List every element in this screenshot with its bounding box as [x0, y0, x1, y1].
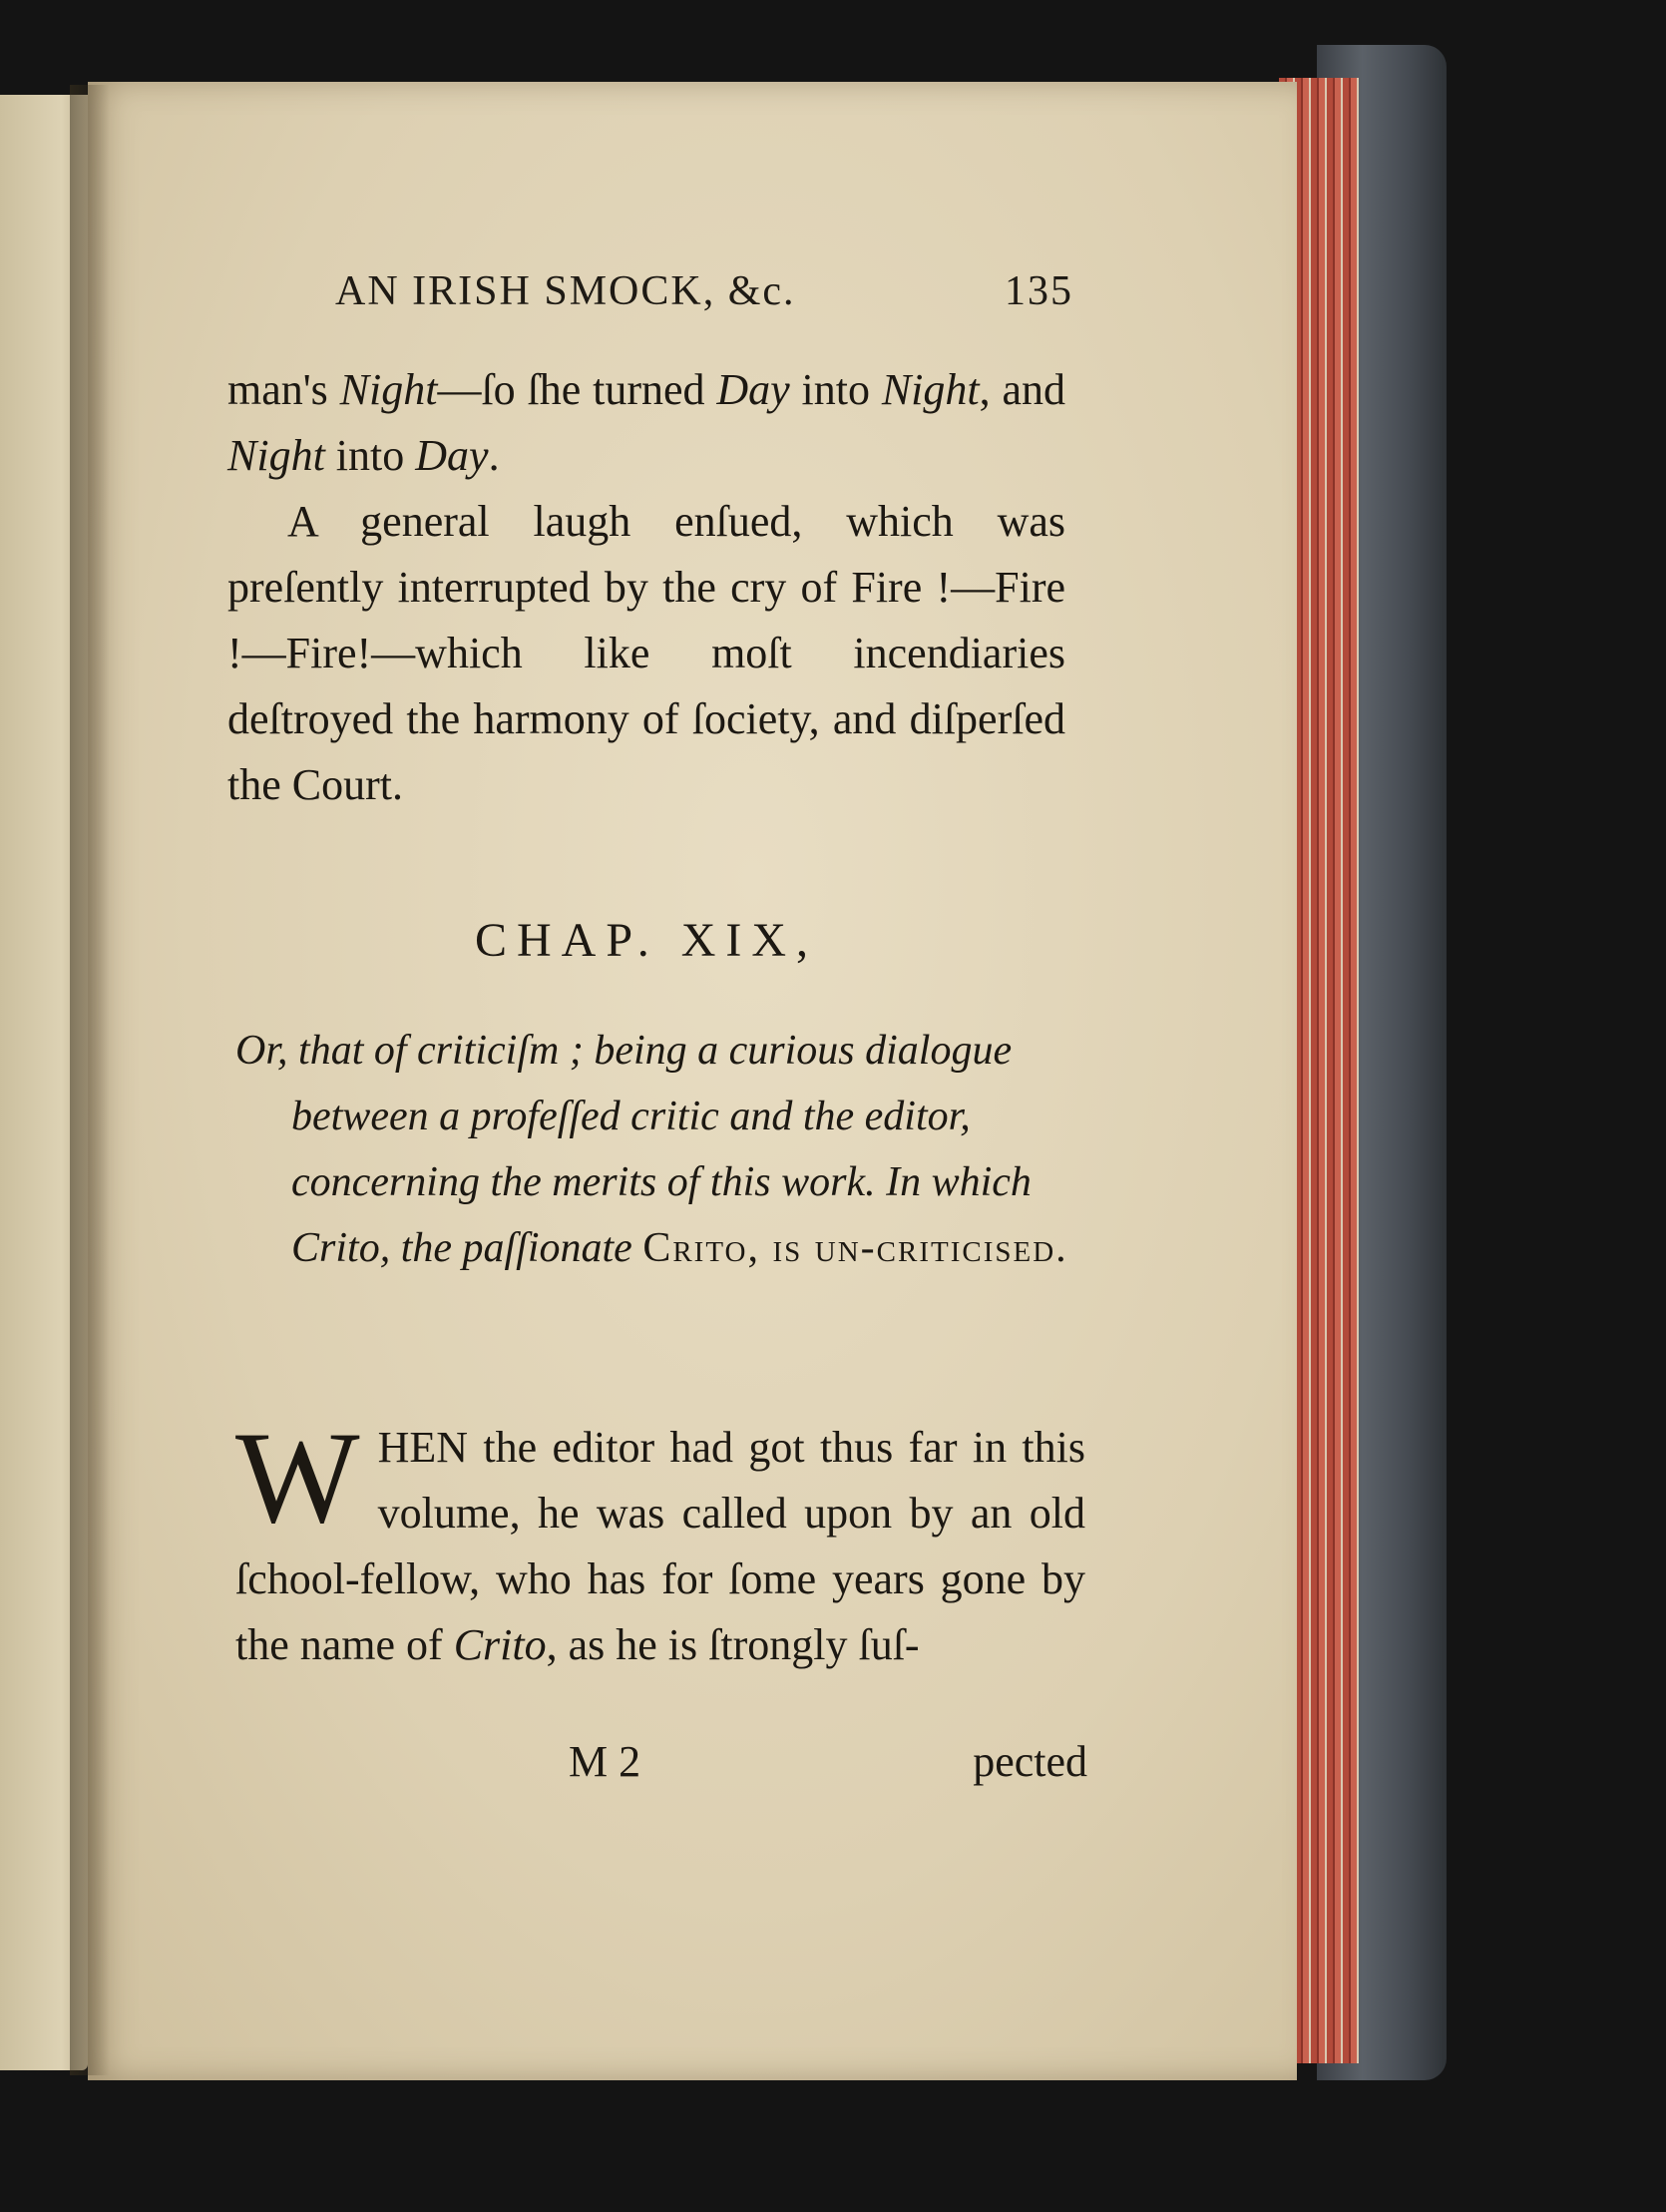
italic-word: Night: [881, 365, 980, 414]
italic-word: Night: [227, 431, 325, 480]
running-title: AN IRISH SMOCK, &c.: [335, 268, 796, 314]
text-run: —ſo ſhe turned: [437, 365, 717, 414]
chapter-heading: CHAP. XIX,: [474, 914, 819, 967]
paragraph-general-laugh: A general laugh enſued, which was preſently interrupted by the cry of Fire !—Fire !—Fire!—which like moſt incendiaries deſtroyed the harmony of ſociety, and diſperſed the Court.: [227, 497, 1065, 809]
page-number: 135: [1005, 268, 1073, 314]
text-run: into: [789, 365, 882, 414]
text-run: into: [324, 431, 416, 480]
running-head: [335, 267, 1073, 337]
catchword: pected: [973, 1737, 1087, 1786]
text-run: .: [488, 431, 500, 480]
italic-word: Night: [339, 365, 438, 414]
italic-word: Day: [716, 365, 790, 414]
body-text-start: HEN the editor had got thus far in this volume, he was called upon by an old ſchool-fellow, who has for ſome years gone by the name of: [235, 1423, 1085, 1669]
subtitle-text: that of criticiſm ; being a curious dialogue between a profeſſed critic and the editor, concerning the merits of this work. In which Crito, the paſſionate: [287, 1028, 1032, 1271]
page-gutter-shadow: [70, 85, 110, 2075]
italic-word: Day: [415, 431, 489, 480]
signature-mark: M 2: [569, 1737, 641, 1786]
chapter-body: [235, 1404, 1085, 1678]
paragraph-night-day: [227, 357, 1065, 489]
text-run: , and: [979, 365, 1065, 414]
subtitle-opening: Or,: [235, 1028, 288, 1074]
body-text-end: , as he is ſtrongly ſuſ-: [546, 1620, 920, 1669]
body-name-crito: Crito: [453, 1620, 547, 1669]
text-run: man's: [227, 365, 340, 414]
page-footer: [569, 1736, 1087, 1802]
chapter-subtitle: [235, 1018, 1083, 1281]
subtitle-crito: Crito: [642, 1225, 748, 1271]
drop-cap: W: [235, 1404, 360, 1550]
subtitle-ending: , is un-criticised.: [747, 1225, 1068, 1271]
